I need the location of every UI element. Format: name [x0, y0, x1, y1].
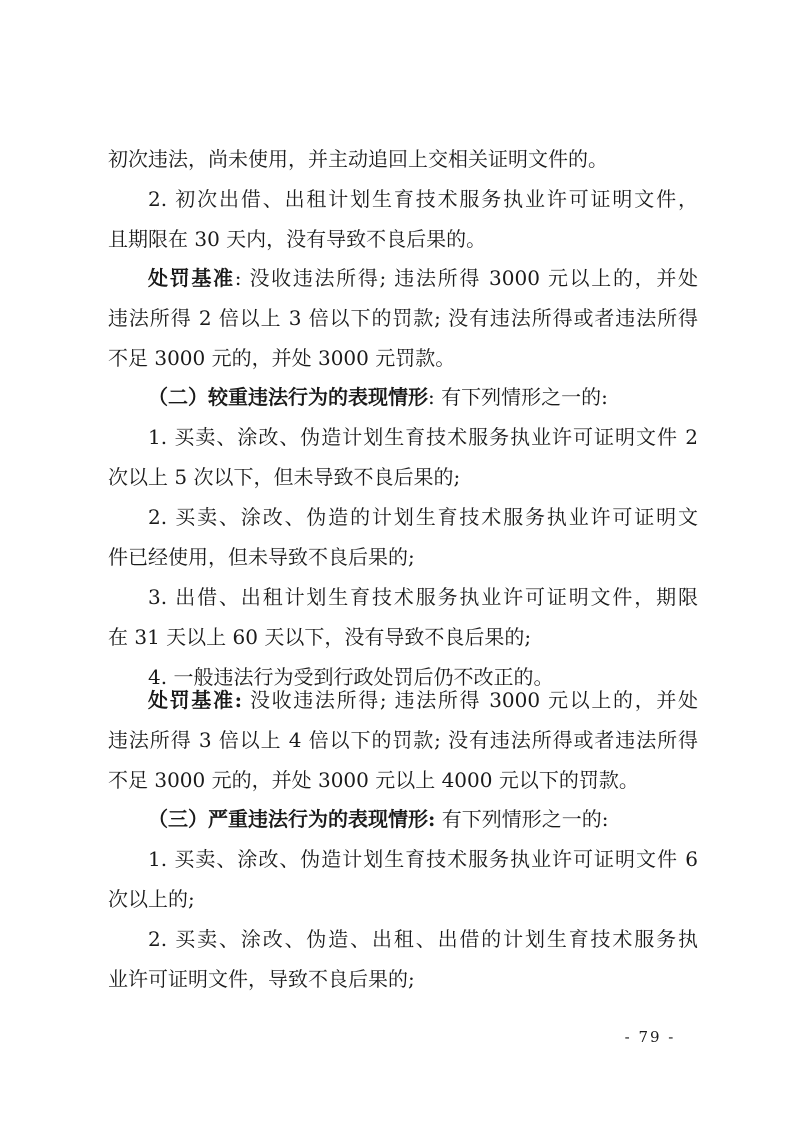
list-moderate-violations [108, 417, 698, 697]
text-line: 不足 3000 元的，并处 3000 元罚款。 [108, 346, 456, 370]
text-line: 次以上的; [108, 887, 195, 911]
list-serious-violations [108, 839, 698, 999]
text-line: 业许可证明文件，导致不良后果的; [108, 967, 415, 991]
text-line: 且期限在 30 天内，没有导致不良后果的。 [108, 227, 487, 251]
text-line [108, 258, 698, 298]
text-line: 件已经使用，但未导致不良后果的; [108, 545, 415, 569]
text-fragment: : 有下列情形之一的: [428, 385, 608, 409]
list-item: 1. 买卖、涂改、伪造计划生育技术服务执业许可证明文件 2 [148, 425, 698, 449]
bold-heading: （三）严重违法行为的表现情形: [148, 807, 436, 831]
bold-heading: 处罚基准: [148, 688, 242, 712]
bold-heading: 处罚基准 [148, 266, 235, 290]
text-line [108, 680, 698, 720]
paragraph-first-offense [108, 139, 698, 259]
text-line: 违法所得 3 倍以上 4 倍以下的罚款; 没有违法所得或者违法所得 [108, 728, 698, 752]
bold-heading: （二）较重违法行为的表现情形 [148, 385, 428, 409]
text-line: 违法所得 2 倍以上 3 倍以下的罚款; 没有违法所得或者违法所得 [108, 306, 698, 330]
list-item: 4. 一般违法行为受到行政处罚后仍不改正的。 [148, 665, 554, 689]
list-item: 2. 买卖、涂改、伪造的计划生育技术服务执业许可证明文 [148, 505, 698, 529]
list-item: 2. 买卖、涂改、伪造、出租、出借的计划生育技术服务执 [148, 927, 698, 951]
section-heading-moderate [108, 377, 698, 417]
text-line: 在 31 天以上 60 天以下，没有导致不良后果的; [108, 625, 532, 649]
text-line [108, 377, 698, 417]
list-item: 3. 出借、出租计划生育技术服务执业许可证明文件，期限 [148, 585, 698, 609]
text-line: 次以上 5 次以下，但未导致不良后果的; [108, 465, 461, 489]
paragraph-penalty-basis-2 [108, 680, 698, 800]
text-line: 初次违法，尚未使用，并主动追回上交相关证明文件的。 [108, 147, 608, 171]
text-line: 2. 初次出借、出租计划生育技术服务执业许可证明文件， [148, 187, 698, 211]
text-fragment: : 没收违法所得; 违法所得 3000 元以上的，并处 [234, 266, 698, 290]
paragraph-penalty-basis-1 [108, 258, 698, 378]
text-line: 不足 3000 元的，并处 3000 元以上 4000 元以下的罚款。 [108, 768, 639, 792]
text-fragment: 有下列情形之一的: [435, 807, 609, 831]
section-heading-serious [108, 799, 698, 839]
list-item: 1. 买卖、涂改、伪造计划生育技术服务执业许可证明文件 6 [148, 847, 698, 871]
page-number: - 79 - [624, 1028, 676, 1046]
text-line [108, 799, 698, 839]
text-fragment: 没收违法所得; 违法所得 3000 元以上的，并处 [241, 688, 698, 712]
